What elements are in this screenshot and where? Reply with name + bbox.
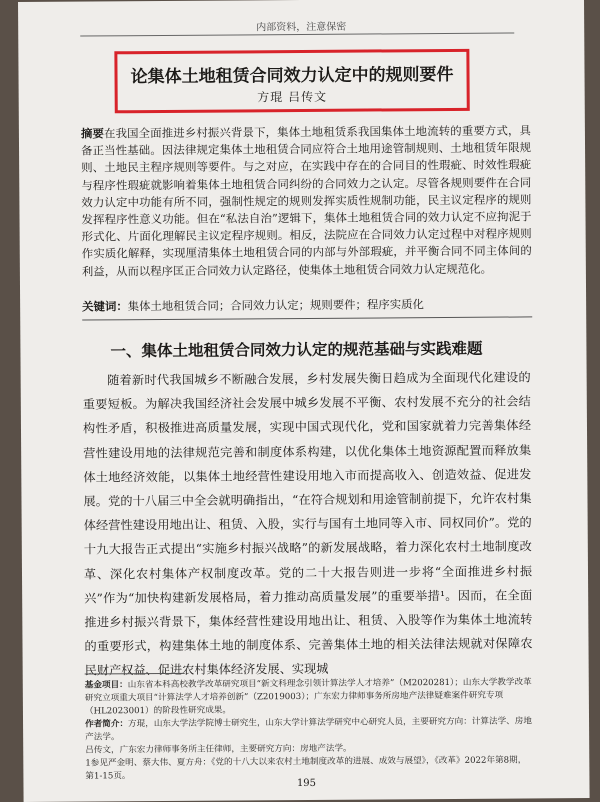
article-authors: 方琨 吕传文 [257,89,328,105]
page-header: 内部资料，注意保密 [256,21,347,34]
section-heading: 一、集体土地租赁合同效力认定的规范基础与实践难题 [110,339,483,361]
keywords-label: 关键词： [82,299,128,314]
keywords [82,295,532,315]
abstract-label: 摘要 [80,126,105,141]
body-text [83,365,533,683]
reference-1: 1参见严金明、蔡大伟、夏方舟：《党的十八大以来农村土地制度改革的进展、成效与展望》，《改革》2022年第8期，第1-15页。 [85,755,527,782]
footnotes [85,676,534,783]
abstract [81,122,532,280]
title-highlight-box [114,49,469,113]
fund-label: 基金项目： [84,680,128,691]
article-title: 论集体土地租赁合同效力认定中的规则要件 [130,64,454,88]
author-text-2: 吕传文，广东宏力律师事务所主任律师，主要研究方向：房地产法学。 [85,743,352,756]
body-paragraph: 随着新时代我国城乡不断融合发展，乡村发展失衡日趋成为全面现代化建设的重要短板。为解决我国经济社会发展中城乡发展不平衡、农村发展不充分的社会结构性矛盾，积极推进高质量发展，实现中国式现代化，党和国家就着力完善集体经营性建设用地的法律规范完善和制度体系构建，以优化集体土地资源配置而释放集体土地经济效能，以集体土地经营性建设用地入市而提高收入、创造效益、促进发展。党的十八届三中全会就明确指出，“在符合规划和用途管制前提下，允许农村集体经营性建设用地出让、租赁、入股，实行与国有土地同等入市、同权同价”。党的十九大报告正式提出“实施乡村振兴战略”的新发展战略，着力深化农村土地制度改革、深化农村集体产权制度改革。党的二十大报告则进一步将“全面推进乡村振兴”作为“加快构建新发展格局，着力推动高质量发展”的重要举措¹。因而，在全面推进乡村振兴背景下，集体经营性建设用地出让、租赁、入股等作为集体土地流转的重要形式，构建集体土地的制度体系、完善集体土地的相关法律法规就对保障农民财产权益、促进农村集体经济发展、实现城 [82,370,533,678]
keywords-text: 集体土地租赁合同；合同效力认定；规则要件；程序实质化 [127,297,424,314]
keywords-rule [82,316,532,320]
author-text-1: 方琨，山东大学法学院博士研究生，山东大学计算法学研究中心研究人员，主要研究方向：计算法学、房地产法学。 [85,716,532,743]
fund-text: 山东省本科高校教学改革研究项目“新文科理念引领计算法学人才培养”（M2020281）；山东大学教学改革研究立项重大项目“计算法学人才培养创新”（Z2019003）；广东宏力律师事务所房地产法律疑难案件研究专项（HL2023001）的阶段性研究成果。 [84,677,532,717]
author-label: 作者简介： [85,719,129,730]
book-page [18,0,590,802]
author-note [85,715,533,744]
page-number: 195 [296,777,317,790]
abstract-text: 在我国全面推进乡村振兴背景下，集体土地租赁系我国集体土地流转的重要方式，具备正当性基础。因法律规定集体土地租赁合同应符合土地用途管制规则、土地租赁年限规则、土地民主程序规则等要件。与之对应，在实践中存在的合同目的性瑕疵、时效性瑕疵与程序性瑕疵就影响着集体土地租赁合同纠纷的合同效力之认定。尽管各规则要件在合同效力认定中功能有所不同，强制性规定的规则发挥实质性规制功能，民主议定程序的规则发挥程序性意义功能。但在“私法自治”逻辑下，集体土地租赁合同的效力认定不应拘泥于形式化、片面化理解民主议定程序规则。相反，法院应在合同效力认定过程中对程序规则作实质化解释，实现厘清集体土地租赁合同的内部与外部瑕疵，并平衡合同不同主体间的利益，从而以程序匡正合同效力认定路径，使集体土地租赁合同效力认定规范化。 [80,123,532,279]
fund-note [85,676,533,718]
